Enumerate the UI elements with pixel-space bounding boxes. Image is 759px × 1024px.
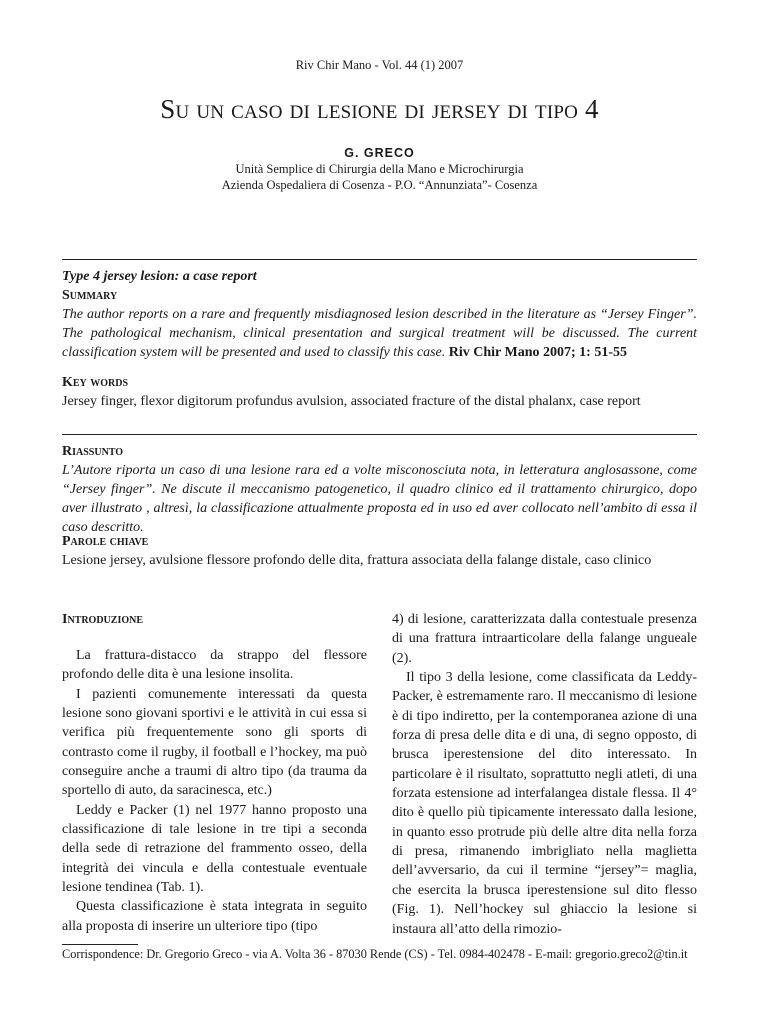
introduction-heading bbox=[62, 612, 143, 628]
section-divider bbox=[62, 259, 697, 260]
section-divider-2 bbox=[62, 434, 697, 435]
keywords-block bbox=[62, 373, 697, 411]
english-abstract bbox=[62, 267, 697, 362]
riassunto-heading: Riassunto bbox=[62, 444, 124, 459]
journal-header: Riv Chir Mano - Vol. 44 (1) 2007 bbox=[295, 58, 464, 72]
affiliation-line-1: Unità Semplice di Chirurgia della Mano e Microchirurgia bbox=[235, 162, 524, 176]
parole-heading: Parole chiave bbox=[62, 534, 149, 549]
footnote-rule bbox=[62, 944, 138, 945]
affiliation-line-2: Azienda Ospedaliera di Cosenza - P.O. “Annunziata”- Cosenza bbox=[221, 178, 538, 192]
intro-paragraph: La frattura-distacco da strappo del flessore profondo delle dita è una lesione insolita. bbox=[62, 648, 367, 683]
english-title: Type 4 jersey lesion: a case report bbox=[62, 269, 257, 284]
summary-paragraph bbox=[62, 305, 697, 362]
intro-paragraph: I pazienti comunemente interessati da questa lesione sono giovani sportivi e le attività in cui essa si verifica più frequentemente sono gli sports di contrasto come il rugby, il football e l’hockey, ma può conseguire anche a traumi di altro tipo (da trauma da sportello di auto, da saracinesca, etc.) bbox=[62, 686, 367, 799]
intro-paragraph: Leddy e Packer (1) nel 1977 hanno proposto una classificazione di tale lesione in tre tipi a seconda della sede di retrazione del frammento osseo, della integrità dei vincula e della contestuale eventuale lesione tendinea (Tab. 1). bbox=[62, 802, 367, 896]
correspondence-footnote: Corrispondence: Dr. Gregorio Greco - via A. Volta 36 - 87030 Rende (CS) - Tel. 0984-402478 - E-mail: gregorio.greco2@tin.it bbox=[62, 947, 688, 961]
right-column bbox=[392, 610, 697, 939]
article-title: Su un caso di lesione di jersey di tipo 4 bbox=[160, 94, 599, 124]
parole-chiave-block bbox=[62, 532, 697, 570]
intro-paragraph: Questa classificazione è stata integrata in seguito alla proposta di inserire un ulteriore tipo (tipo bbox=[62, 899, 367, 934]
summary-citation: Riv Chir Mano 2007; 1: 51-55 bbox=[448, 345, 627, 360]
author-name: G. GRECO bbox=[344, 146, 415, 160]
riassunto-text: L’Autore riporta un caso di una lesione rara ed a volte misconosciuta nota, in letteratura anglosassone, come “Jersey finger”. Ne discute il meccanismo patogenetico, il quadro clinico ed il trattamento chirurgico, dopo aver illustrato , altresì, la classificazione attualmente proposta ed in uso ed aver collocato nell’ambito di essa il caso descritto. bbox=[62, 463, 697, 535]
keywords-text: Jersey finger, flexor digitorum profundus avulsion, associated fracture of the distal phalanx, case report bbox=[62, 394, 641, 409]
introduction-heading-text: Introduzione bbox=[62, 612, 144, 627]
summary-text: The author reports on a rare and frequently misdiagnosed lesion described in the literature as “Jersey Finger”. The pathological mechanism, clinical presentation and surgical treatment will be discussed. The current classification system will be presented and used to classify this case. bbox=[62, 307, 697, 360]
summary-heading: Summary bbox=[62, 288, 118, 303]
italian-abstract bbox=[62, 442, 697, 537]
parole-text: Lesione jersey, avulsione flessore profondo delle dita, frattura associata della falange distale, caso clinico bbox=[62, 553, 652, 568]
affiliation bbox=[0, 161, 759, 193]
intro-paragraph: Il tipo 3 della lesione, come classificata da Leddy-Packer, è estremamente raro. Il meccanismo di lesione è di tipo indiretto, per la contemporanea azione di una forza di presa delle dita e di una, di segno opposto, di brusca iperestensione del dito interessato. In particolare è il risultato, soprattutto negli atleti, di una forzata estensione ad interfalangea distale flessa. Il 4° dito è quello più tipicamente interessato dalla lesione, in quanto esso protrude più delle altre dita nella forza di presa, rimanendo imbrigliato nella maglietta dell’avversario, da cui il termine “jersey”= maglia, che esercita la brusca iperestensione sul dito flesso (Fig. 1). Nell’hockey sul ghiaccio la lesione si instaura all’atto della rimozio- bbox=[392, 670, 697, 937]
intro-paragraph: 4) di lesione, caratterizzata dalla contestuale presenza di una frattura intraarticolare della falange ungueale (2). bbox=[392, 612, 697, 666]
left-column bbox=[62, 646, 367, 936]
keywords-heading: Key words bbox=[62, 375, 129, 390]
